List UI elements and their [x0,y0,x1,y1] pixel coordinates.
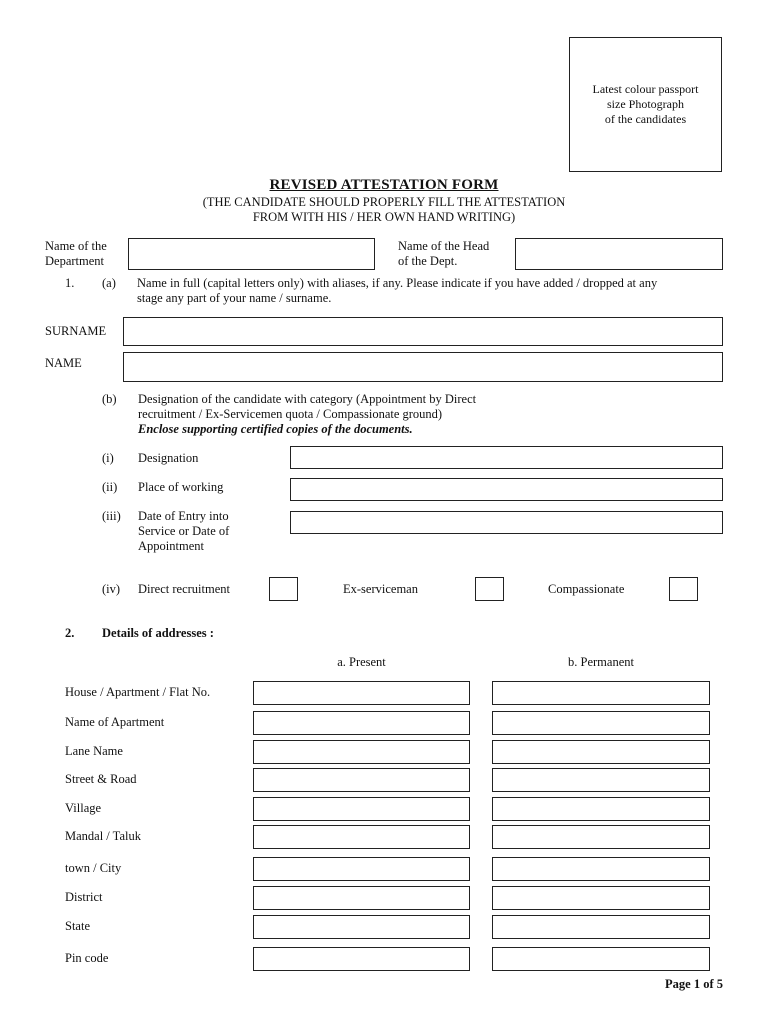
permanent-address-field[interactable] [492,681,710,705]
photo-text-2: size Photograph [606,97,684,111]
section-1a-text-line-1: Name in full (capital letters only) with aliases, if any. Please indicate if you have added / dropped at any [137,276,658,290]
section-1b-text-line-2: recruitment / Ex-Servicemen quota / Compassionate ground) [138,407,443,421]
ex-serviceman-label: Ex-serviceman [343,582,418,596]
present-address-field[interactable] [253,886,470,910]
direct-recruitment-checkbox[interactable] [269,577,298,601]
address-row-label: State [65,919,90,933]
photo-text-1: Latest colour passport [592,82,699,96]
surname-field[interactable] [123,317,723,346]
section-2-number: 2. [65,626,75,640]
section-1a-marker: (a) [102,276,116,290]
present-address-field[interactable] [253,740,470,764]
address-row-label: town / City [65,861,122,875]
present-address-field[interactable] [253,681,470,705]
head-label-line-1: Name of the Head [398,239,490,253]
photo-box[interactable] [569,37,722,172]
present-address-field[interactable] [253,915,470,939]
compassionate-label: Compassionate [548,582,625,596]
date-of-entry-label-line-2: Service or Date of [138,524,230,538]
permanent-address-field[interactable] [492,825,710,849]
date-of-entry-label [138,509,229,554]
item-ii-marker: (ii) [102,480,118,494]
address-row-label: Lane Name [65,744,123,758]
department-label [45,239,107,269]
present-address-field[interactable] [253,797,470,821]
form-subtitle [0,195,768,225]
section-1b-note: Enclose supporting certified copies of the documents. [138,422,413,436]
present-address-field[interactable] [253,825,470,849]
section-1-number: 1. [65,276,75,290]
section-1b-text-line-1: Designation of the candidate with category (Appointment by Direct [138,392,477,406]
section-2-title: Details of addresses : [102,626,214,640]
section-1a-text [137,276,737,306]
subtitle-line-2: FROM WITH HIS / HER OWN HAND WRITING) [252,210,516,224]
direct-recruitment-label: Direct recruitment [138,582,230,596]
date-of-entry-label-line-3: Appointment [138,539,204,553]
section-1a-text-line-2: stage any part of your name / surname. [137,291,332,305]
permanent-address-field[interactable] [492,947,710,971]
address-row-label: Mandal / Taluk [65,829,141,843]
present-address-field[interactable] [253,857,470,881]
section-1b-marker: (b) [102,392,117,406]
address-row-label: Street & Road [65,772,137,786]
date-of-entry-field[interactable] [290,511,723,534]
item-iv-marker: (iv) [102,582,121,596]
item-iii-marker: (iii) [102,509,121,523]
date-of-entry-label-line-1: Date of Entry into [138,509,229,523]
address-row-label: Village [65,801,102,815]
permanent-address-field[interactable] [492,711,710,735]
surname-label: SURNAME [45,324,107,338]
form-title: REVISED ATTESTATION FORM [269,177,499,193]
item-i-marker: (i) [102,451,114,465]
photo-text-3: of the candidates [604,112,687,126]
head-of-dept-field[interactable] [515,238,723,270]
head-label-line-2: of the Dept. [398,254,458,268]
address-row-label: House / Apartment / Flat No. [65,685,211,699]
present-address-field[interactable] [253,947,470,971]
permanent-address-field[interactable] [492,857,710,881]
permanent-address-field[interactable] [492,797,710,821]
subtitle-line-1: (THE CANDIDATE SHOULD PROPERLY FILL THE ATTESTATION [202,195,566,209]
permanent-address-field[interactable] [492,768,710,792]
page-number: Page 1 of 5 [665,977,723,991]
designation-field[interactable] [290,446,723,469]
permanent-address-field[interactable] [492,740,710,764]
ex-serviceman-checkbox[interactable] [475,577,504,601]
place-of-working-field[interactable] [290,478,723,501]
department-label-line-1: Name of the [45,239,107,253]
address-row-label: Name of Apartment [65,715,165,729]
permanent-address-field[interactable] [492,915,710,939]
permanent-address-field[interactable] [492,886,710,910]
present-address-field[interactable] [253,711,470,735]
department-label-line-2: Department [45,254,105,268]
name-field[interactable] [123,352,723,382]
present-column-header: a. Present [337,655,386,669]
designation-label: Designation [138,451,199,465]
address-row-label: District [65,890,103,904]
compassionate-checkbox[interactable] [669,577,698,601]
name-label: NAME [45,356,82,370]
department-field[interactable] [128,238,375,270]
head-of-dept-label [398,239,489,269]
address-row-label: Pin code [65,951,109,965]
section-1b-text [138,392,476,437]
permanent-column-header: b. Permanent [568,655,634,669]
present-address-field[interactable] [253,768,470,792]
place-of-working-label: Place of working [138,480,224,494]
